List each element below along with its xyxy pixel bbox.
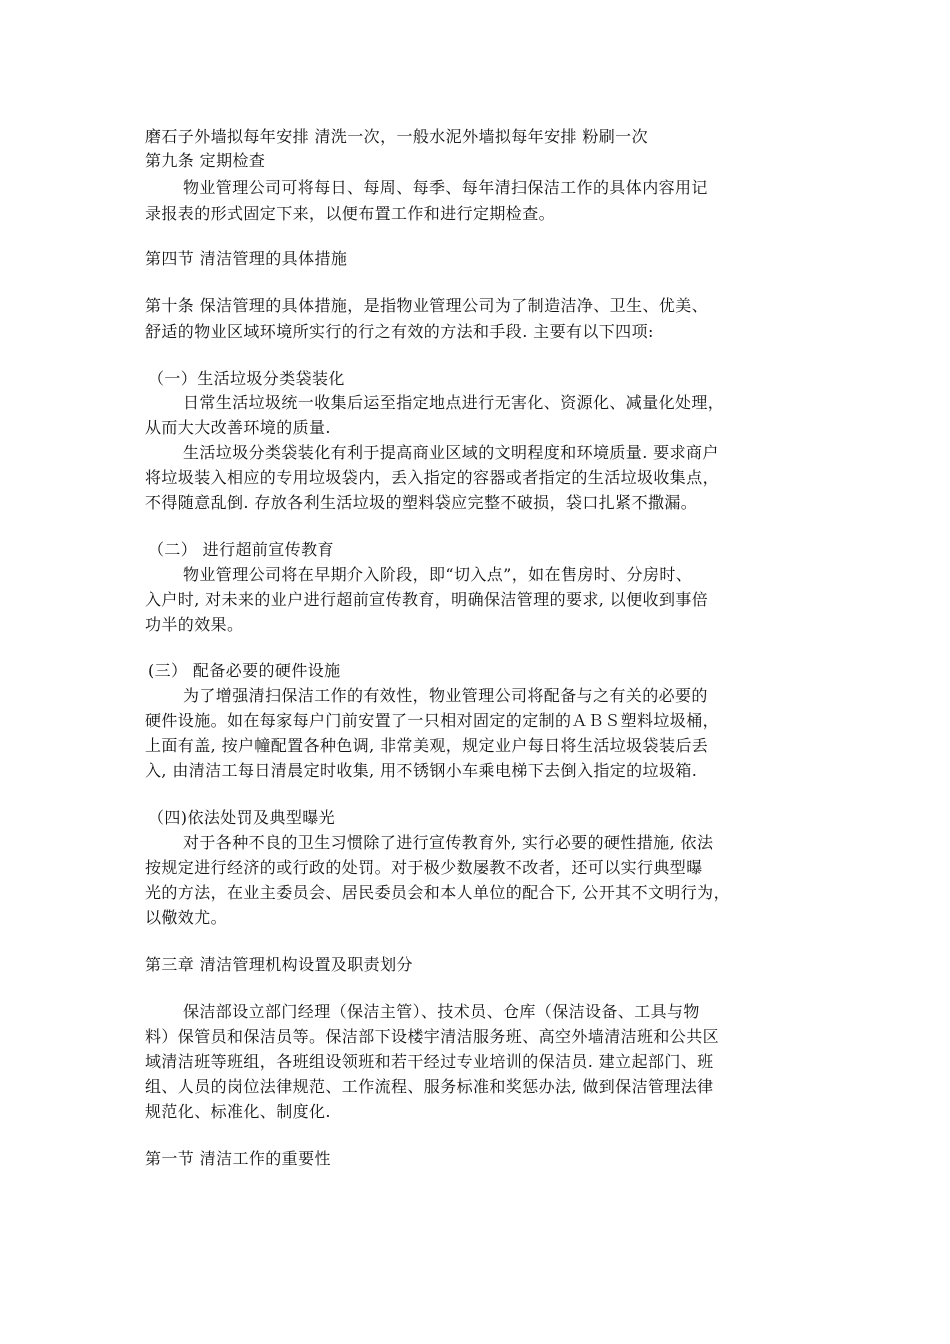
chapter-heading: 第三章 清洁管理机构设置及职责划分: [145, 955, 413, 974]
paragraph-line: 对于各种不良的卫生习惯除了进行宣传教育外, 实行必要的硬性措施, 依法: [183, 833, 714, 852]
paragraph-line: 硬件设施。如在每家每户门前安置了一只相对固定的定制的ＡＢＳ塑料垃圾桶，: [145, 711, 720, 730]
paragraph-line: 将垃圾装入相应的专用垃圾袋内，丢入指定的容器或者指定的生活垃圾收集点，: [145, 468, 720, 487]
paragraph-line: 不得随意乱倒. 存放各利生活垃圾的塑料袋应完整不破损，袋口扎紧不撒漏。: [145, 493, 698, 512]
subsection-heading: （一）生活垃圾分类袋装化: [148, 369, 345, 388]
subsection-heading: (三） 配备必要的硬件设施: [148, 661, 341, 680]
text-line: 磨石子外墙拟每年安排 清洗一次，一般水泥外墙拟每年安排 粉刷一次: [145, 127, 648, 146]
paragraph-line: 从而大大改善环境的质量.: [145, 418, 331, 437]
paragraph-line: 域清洁班等班组，各班组设领班和若干经过专业培训的保洁员. 建立起部门、班: [145, 1052, 714, 1071]
paragraph-line: 为了增强清扫保洁工作的有效性，物业管理公司将配备与之有关的必要的: [183, 686, 708, 705]
paragraph-line: 日常生活垃圾统一收集后运至指定地点进行无害化、资源化、减量化处理，: [183, 393, 725, 412]
paragraph-line: 上面有盖, 按户幢配置各种色调, 非常美观，规定业户每日将生活垃圾袋装后丢: [145, 736, 709, 755]
paragraph-line: 料）保管员和保洁员等。保洁部下设楼宇清洁服务班、高空外墙清洁班和公共区: [145, 1027, 720, 1046]
paragraph-line: 入户时, 对未来的业户进行超前宣传教育，明确保洁管理的要求, 以便收到事倍: [145, 590, 709, 609]
paragraph-line: 物业管理公司将在早期介入阶段，即“切入点”，如在售房时、分房时、: [183, 565, 693, 584]
paragraph-line: 按规定进行经济的或行政的处罚。对于极少数屡教不改者，还可以实行典型曝: [145, 858, 703, 877]
paragraph-line: 入, 由清洁工每日清晨定时收集, 用不锈钢小车乘电梯下去倒入指定的垃圾箱.: [145, 761, 698, 780]
subsection-heading: （二） 进行超前宣传教育: [148, 540, 334, 559]
paragraph-line: 规范化、标准化、制度化.: [145, 1102, 331, 1121]
paragraph-line: 光的方法，在业主委员会、居民委员会和本人单位的配合下, 公开其不文明行为，: [145, 883, 730, 902]
paragraph-line: 生活垃圾分类袋装化有利于提高商业区域的文明程度和环境质量. 要求商户: [183, 443, 719, 462]
paragraph-line: 舒适的物业区域环境所实行的行之有效的方法和手段. 主要有以下四项:: [145, 322, 654, 341]
subsection-heading: （四)依法处罚及典型曝光: [148, 808, 336, 827]
article-heading: 第九条 定期检查: [145, 151, 266, 170]
paragraph-line: 录报表的形式固定下来，以便布置工作和进行定期检查。: [145, 204, 556, 223]
paragraph-line: 物业管理公司可将每日、每周、每季、每年清扫保洁工作的具体内容用记: [183, 178, 708, 197]
paragraph-line: 以儆效尤。: [145, 908, 228, 927]
section-heading: 第一节 清洁工作的重要性: [145, 1149, 331, 1168]
paragraph-line: 组、人员的岗位法律规范、工作流程、服务标准和奖惩办法, 做到保洁管理法律: [145, 1077, 714, 1096]
paragraph-line: 功半的效果。: [145, 615, 244, 634]
paragraph-line: 保洁部设立部门经理（保洁主管）、技术员、仓库（保洁设备、工具与物: [183, 1002, 700, 1021]
section-heading: 第四节 清洁管理的具体措施: [145, 249, 348, 268]
paragraph-line: 第十条 保洁管理的具体措施，是指物业管理公司为了制造洁净、卫生、优美、: [145, 296, 709, 315]
